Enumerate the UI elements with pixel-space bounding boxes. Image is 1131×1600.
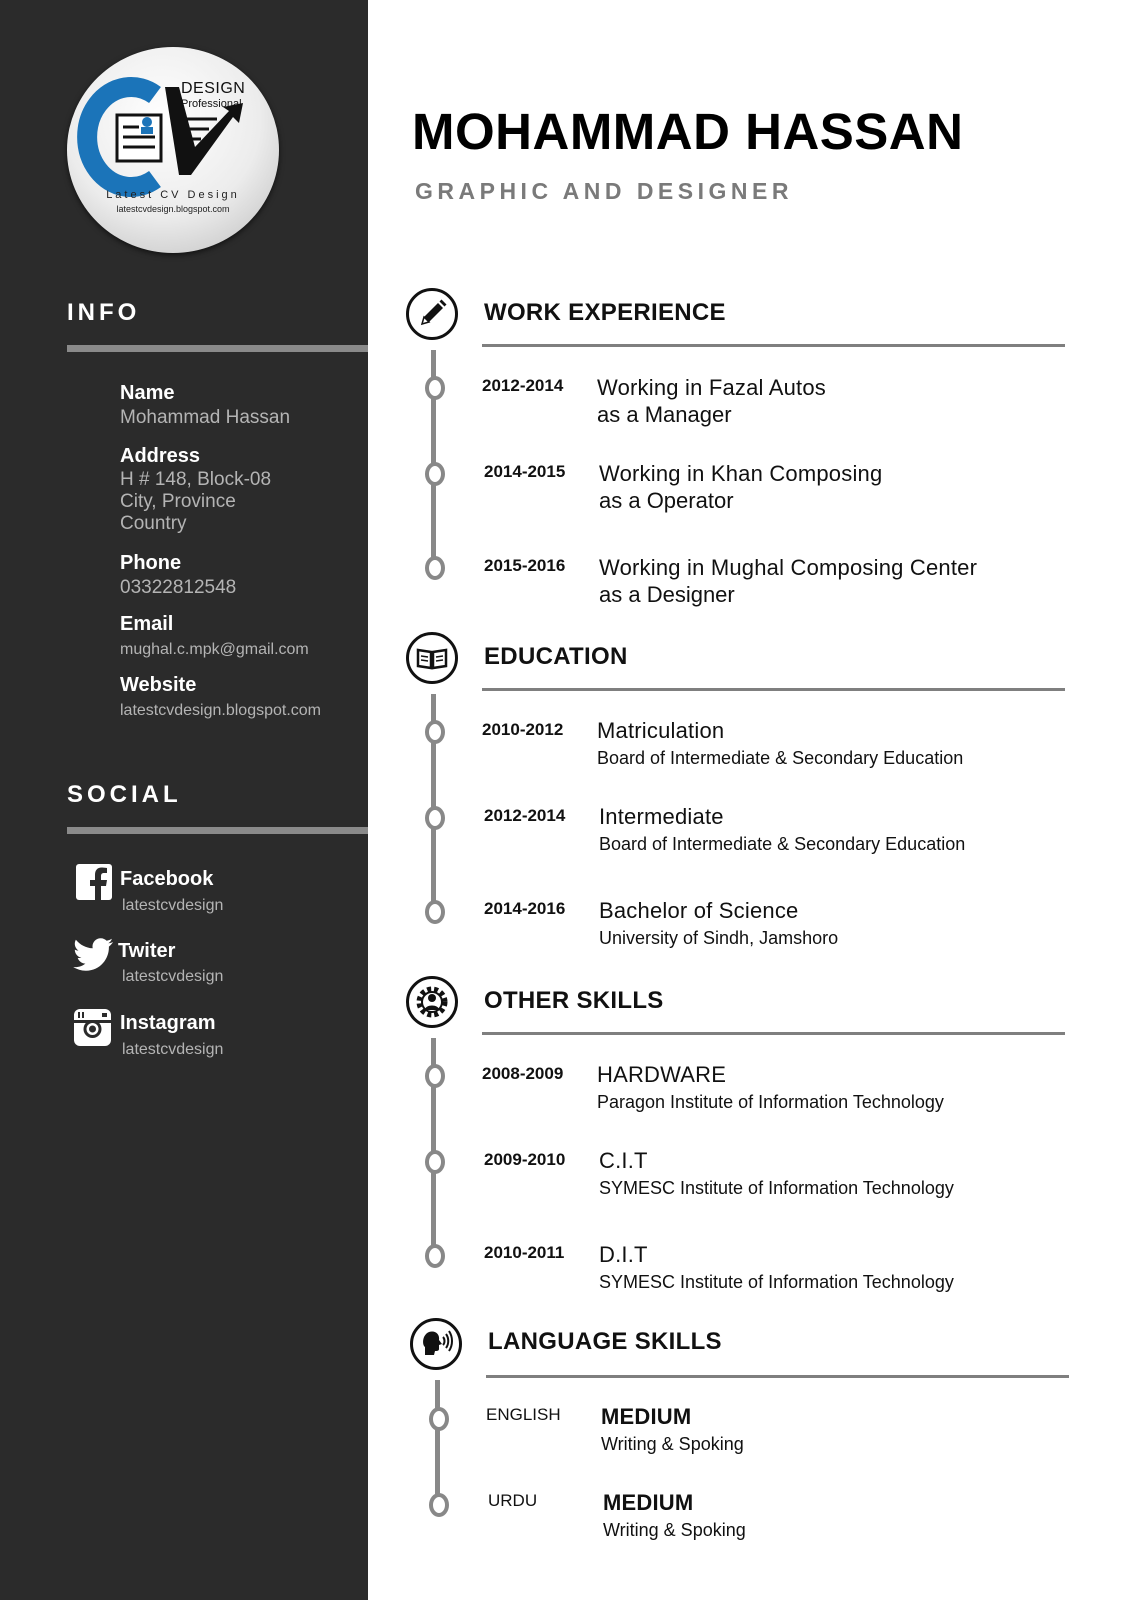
address-line-2: City, Province <box>120 491 236 512</box>
education-date: 2010-2012 <box>482 720 564 739</box>
education-divider <box>482 688 1065 691</box>
email-value[interactable]: mughal.c.mpk@gmail.com <box>120 641 309 658</box>
pencil-icon <box>406 288 458 340</box>
address-label: Address <box>120 445 201 467</box>
skill-institution: SYMESC Institute of Information Technology <box>599 1272 954 1292</box>
education-institution: Board of Intermediate & Secondary Education <box>599 834 966 854</box>
education-heading: EDUCATION <box>484 643 628 670</box>
language-divider <box>486 1375 1069 1378</box>
speaking-head-icon <box>410 1318 462 1370</box>
language-name: ENGLISH <box>486 1405 561 1424</box>
education-title: Matriculation <box>597 718 725 743</box>
work-role: as a Operator <box>599 488 734 513</box>
timeline-dot <box>425 556 445 580</box>
education-title: Intermediate <box>599 804 724 829</box>
education-date: 2012-2014 <box>484 806 566 825</box>
timeline-dot <box>425 806 445 830</box>
name-label: Name <box>120 382 175 404</box>
work-experience-heading: WORK EXPERIENCE <box>484 299 726 326</box>
logo-url: latestcvdesign.blogspot.com <box>116 204 230 214</box>
timeline-dot <box>425 1064 445 1088</box>
timeline-dot <box>429 1407 449 1431</box>
language-name: URDU <box>488 1491 538 1510</box>
facebook-label[interactable]: Facebook <box>120 868 214 890</box>
language-level: MEDIUM <box>603 1490 694 1515</box>
address-line-1: H # 148, Block-08 <box>120 469 272 490</box>
work-role: as a Designer <box>599 582 735 607</box>
gear-icon <box>406 976 458 1028</box>
phone-label: Phone <box>120 552 182 574</box>
work-title: Working in Fazal Autos <box>597 375 826 400</box>
timeline-dot <box>425 720 445 744</box>
language-detail: Writing & Spoking <box>601 1434 744 1454</box>
language-skills-heading: LANGUAGE SKILLS <box>488 1328 722 1355</box>
timeline-dot <box>429 1493 449 1517</box>
skill-title: D.I.T <box>599 1242 648 1267</box>
twitter-handle: latestcvdesign <box>122 968 224 985</box>
timeline-dot <box>425 462 445 486</box>
social-divider <box>67 827 368 834</box>
skills-divider <box>482 1032 1065 1035</box>
email-label: Email <box>120 613 174 635</box>
instagram-icon[interactable] <box>74 1009 111 1051</box>
language-level: MEDIUM <box>601 1404 692 1429</box>
education-date: 2014-2016 <box>484 899 566 918</box>
work-divider <box>482 344 1065 347</box>
instagram-handle: latestcvdesign <box>122 1041 224 1058</box>
language-detail: Writing & Spoking <box>603 1520 746 1540</box>
other-skills-heading: OTHER SKILLS <box>484 987 664 1014</box>
timeline-dot <box>425 376 445 400</box>
twitter-label[interactable]: Twiter <box>118 940 176 962</box>
work-title: Working in Mughal Composing Center <box>599 555 978 580</box>
page-title: MOHAMMAD HASSAN <box>412 103 964 160</box>
skill-title: HARDWARE <box>597 1062 727 1087</box>
skill-institution: SYMESC Institute of Information Technology <box>599 1178 954 1198</box>
social-heading: SOCIAL <box>67 781 182 808</box>
timeline-dot <box>425 900 445 924</box>
work-date: 2012-2014 <box>482 376 564 395</box>
logo-design-text: DESIGN <box>181 80 246 97</box>
website-value[interactable]: latestcvdesign.blogspot.com <box>120 702 321 719</box>
sidebar <box>0 0 368 1600</box>
skill-title: C.I.T <box>599 1148 648 1173</box>
skill-date: 2010-2011 <box>484 1243 565 1262</box>
skill-institution: Paragon Institute of Information Technology <box>597 1092 944 1112</box>
facebook-icon[interactable] <box>76 864 112 905</box>
facebook-handle: latestcvdesign <box>122 897 224 914</box>
job-subtitle: GRAPHIC AND DESIGNER <box>415 178 793 204</box>
info-divider <box>67 345 368 352</box>
skill-date: 2008-2009 <box>482 1064 564 1083</box>
work-role: as a Manager <box>597 402 732 427</box>
education-title: Bachelor of Science <box>599 898 799 923</box>
work-title: Working in Khan Composing <box>599 461 883 486</box>
book-icon <box>406 632 458 684</box>
work-date: 2014-2015 <box>484 462 566 481</box>
phone-value: 03322812548 <box>120 577 237 598</box>
info-heading: INFO <box>67 299 141 326</box>
skill-date: 2009-2010 <box>484 1150 566 1169</box>
website-label: Website <box>120 674 197 696</box>
twitter-icon[interactable] <box>72 938 114 977</box>
logo-tagline: Latest CV Design <box>106 189 240 201</box>
timeline-dot <box>425 1150 445 1174</box>
timeline-dot <box>425 1244 445 1268</box>
logo-professional-text: Professional <box>181 98 242 110</box>
cv-design-logo <box>67 47 279 253</box>
education-institution: University of Sindh, Jamshoro <box>599 928 839 948</box>
work-date: 2015-2016 <box>484 556 566 575</box>
address-line-3: Country <box>120 513 187 534</box>
name-value: Mohammad Hassan <box>120 407 291 428</box>
education-institution: Board of Intermediate & Secondary Education <box>597 748 964 768</box>
instagram-label[interactable]: Instagram <box>120 1012 216 1034</box>
